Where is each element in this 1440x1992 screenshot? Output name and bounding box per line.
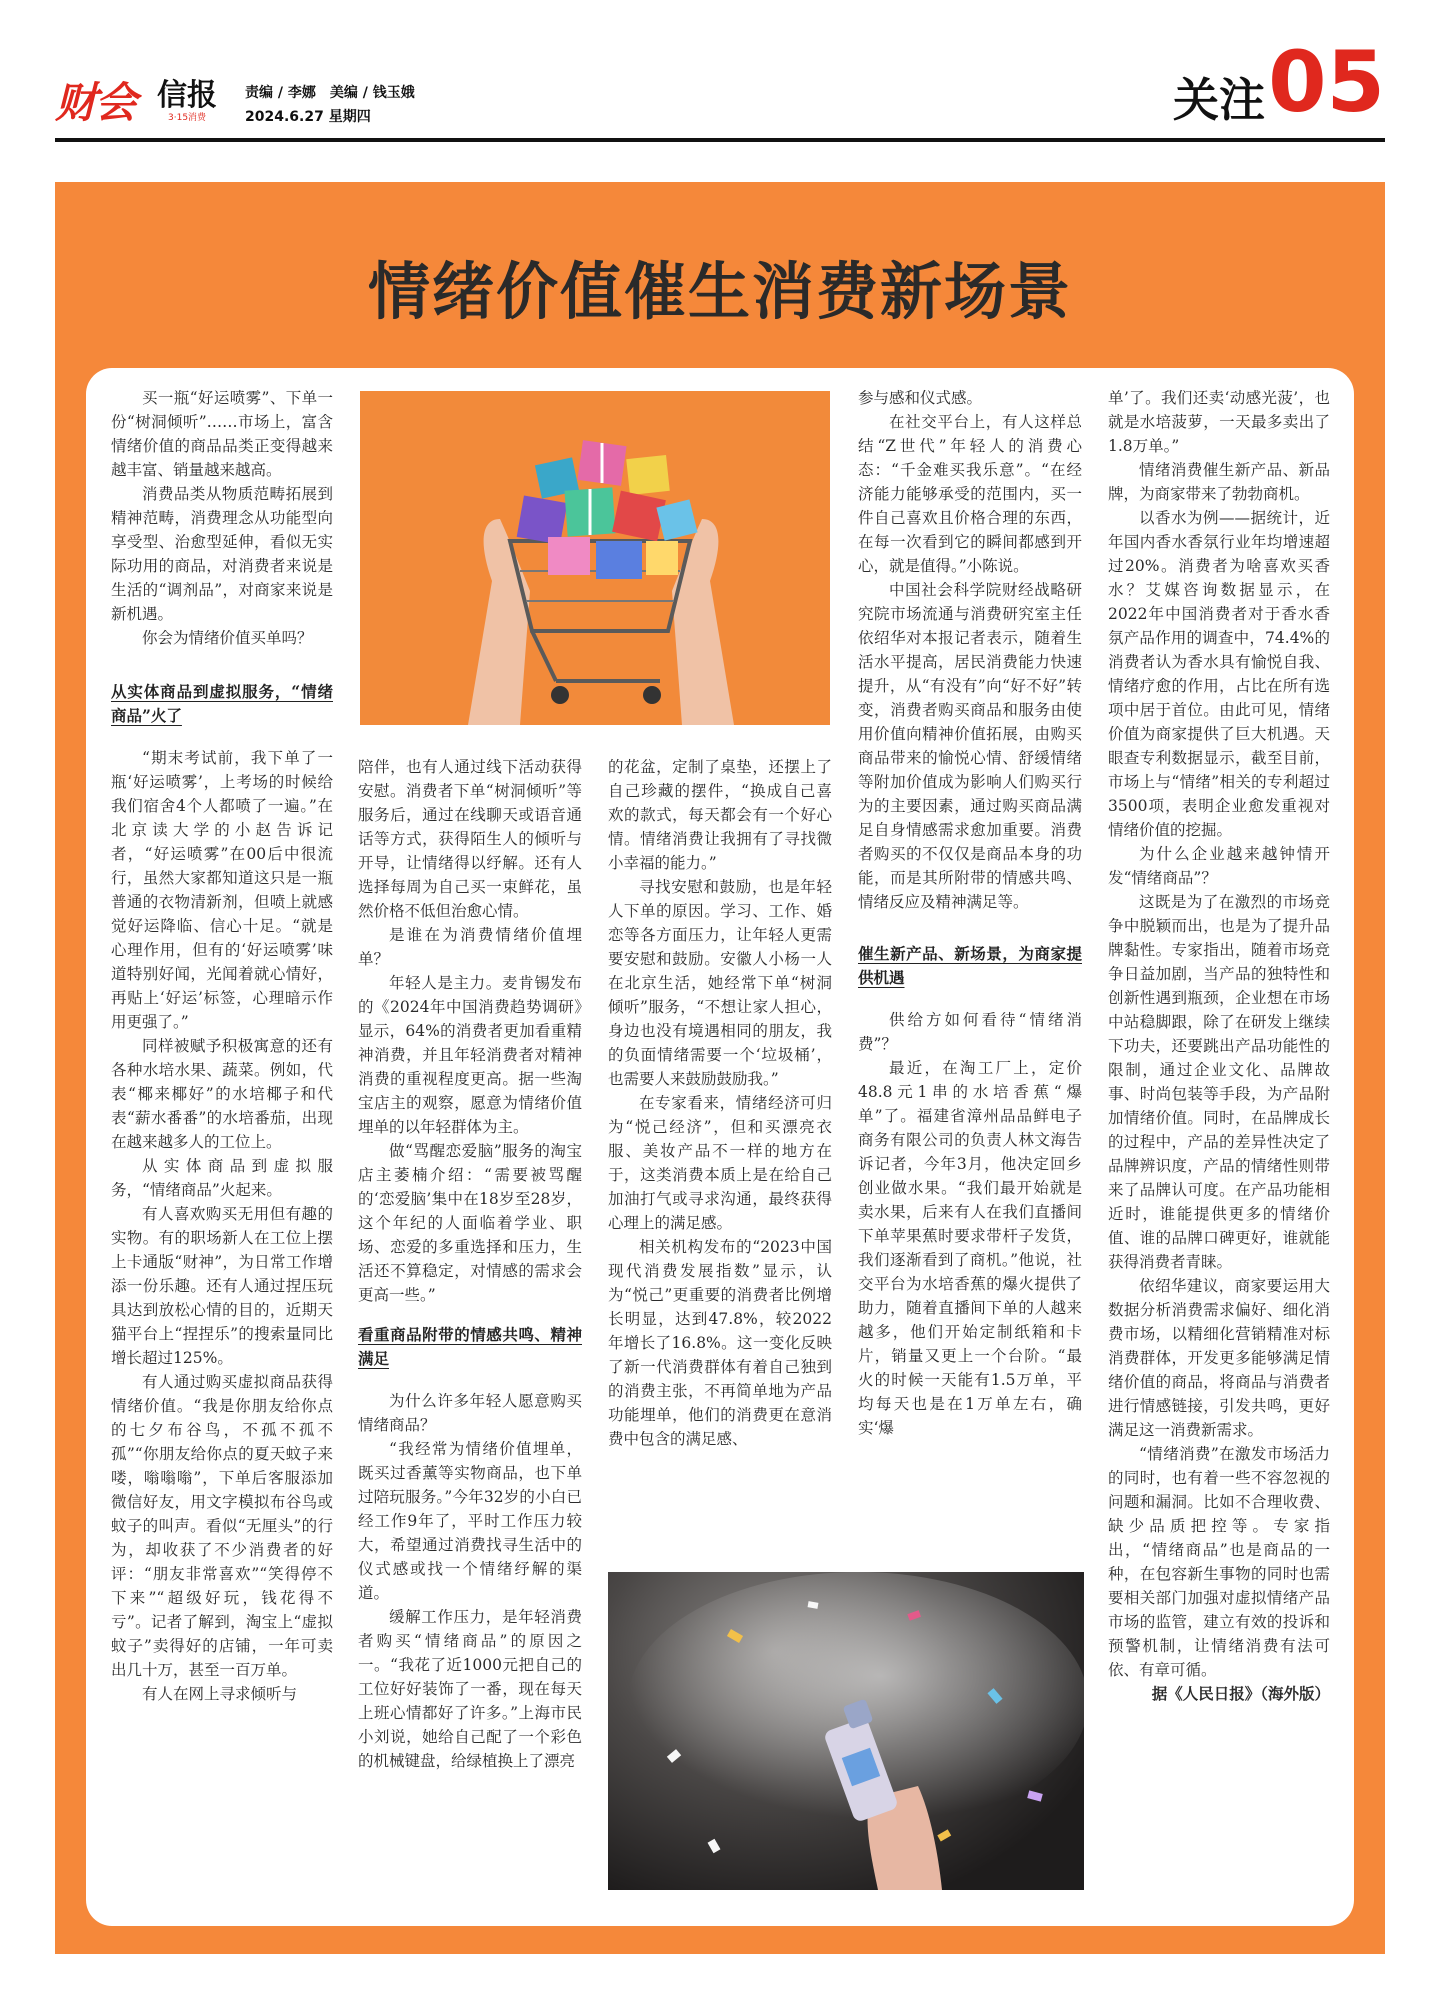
paragraph: 以香水为例——据统计，近年国内香水香氛行业年均增速超过20%。消费者为啥喜欢买香水？艾媒咨询数据显示，在2022年中国消费者对于香水香氛产品作用的调查中，74.4%的消费者认为香水具有愉悦自我、情绪疗愈的作用，占比在所有选项中居于首位。由此可见，情绪价值为商家提供了巨大机遇。天眼查专利数据显示，截至目前，市场上与“情绪”相关的专利超过3500项，表明企业愈发重视对情绪价值的挖掘。	[1108, 509, 1330, 839]
logo-subtitle: 3·15消费	[168, 113, 207, 123]
paragraph: 有人在网上寻求倾听与	[142, 1685, 298, 1703]
subheading: 催生新产品、新场景，为商家提供机遇	[858, 944, 1082, 987]
subheading: 从实体商品到虚拟服务，“情绪商品”火了	[111, 682, 333, 725]
masthead-rule	[55, 138, 1385, 142]
paragraph: 为什么企业越来越钟情开发“情绪商品”？	[1108, 845, 1330, 887]
masthead	[55, 33, 1385, 140]
page-number: 05	[1268, 33, 1385, 131]
paragraph: 为什么许多年轻人愿意购买情绪商品？	[358, 1392, 582, 1434]
paragraph: 消费品类从物质范畴拓展到精神范畴，消费理念从功能型向享受型、治愈型延伸，看似无实际功用的商品，对消费者来说是生活的“调剂品”，对商家来说是新机遇。	[111, 485, 333, 623]
paragraph: 在社交平台上，有人这样总结“Z世代”年轻人的消费心态：“千金难买我乐意”。“在经济能力能够承受的范围内，买一件自己喜欢且价格合理的东西，在每一次看到它的瞬间都感到开心，就是值得。”小陈说。	[858, 413, 1082, 575]
logo-name: 信报	[157, 78, 217, 113]
section-name: 关注	[1173, 73, 1265, 127]
paragraph: 的花盆，定制了桌垫，还摆上了自己珍藏的摆件，“换成自己喜欢的款式，每天都会有一个好心情。情绪消费让我拥有了寻找微小幸福的能力。”	[608, 758, 832, 872]
paragraph: 从实体商品到虚拟服务，“情绪商品”火起来。	[111, 1157, 333, 1199]
paragraph: 同样被赋予积极寓意的还有各种水培水果、蔬菜。例如，代表“椰来椰好”的水培椰子和代表“薪水番番”的水培番茄，出现在越来越多人的工位上。	[111, 1037, 333, 1151]
paragraph: 是谁在为消费情绪价值埋单？	[358, 926, 582, 968]
paragraph: 单’了。我们还卖‘动感光菠’，也就是水培菠萝，一天最多卖出了1.8万单。”	[1108, 389, 1330, 455]
paragraph: 相关机构发布的“2023中国现代消费发展指数”显示，认为“悦己”更重要的消费者比例增长明显，达到47.8%，较2022年增长了16.8%。这一变化反映了新一代消费群体有着自己独到的消费主张，不再简单地为产品功能埋单，他们的消费更在意消费中包含的满足感、	[608, 1238, 832, 1448]
paragraph: “期末考试前，我下单了一瓶‘好运喷雾’，上考场的时候给我们宿舍4个人都喷了一遍。”在北京读大学的小赵告诉记者，“好运喷雾”在00后中很流行，虽然大家都知道这只是一瓶普通的衣物清新剂，但喷上就感觉好运降临、信心十足。“就是心理作用，但有的‘好运喷雾’味道特别好闻，光闻着就心情好，再贴上‘好运’标签，心理暗示作用更强了。”	[111, 749, 333, 1031]
paragraph: “我经常为情绪价值埋单，既买过香薰等实物商品，也下单过陪玩服务。”今年32岁的小白已经工作9年了，平时工作压力较大，希望通过消费找寻生活中的仪式感或找一个情绪纾解的渠道。	[358, 1440, 582, 1602]
article-column-5	[1108, 386, 1330, 1706]
paragraph: 做“骂醒恋爱脑”服务的淘宝店主萎楠介绍：“需要被骂醒的‘恋爱脑’集中在18岁至28岁，这个年纪的人面临着学业、职场、恋爱的多重选择和压力，生活还不算稳定，对情感的需求会更高一些。”	[358, 1142, 582, 1304]
paragraph: 买一瓶“好运喷雾”、下单一份“树洞倾听”……市场上，富含情绪价值的商品品类正变得越来越丰富、销量越来越高。	[111, 389, 333, 479]
editor-credits: 责编 / 李娜 美编 / 钱玉娥	[245, 85, 415, 101]
paragraph: 年轻人是主力。麦肯锡发布的《2024年中国消费趋势调研》显示，64%的消费者更加看重精神消费，并且年轻消费者对精神消费的重视程度更高。据一些淘宝店主的观察，愿意为情绪价值埋单的以年轻群体为主。	[358, 974, 582, 1136]
gift-cart-photo	[360, 391, 830, 725]
paragraph: 这既是为了在激烈的市场竞争中脱颖而出，也是为了提升品牌黏性。专家指出，随着市场竞争日益加剧，当产品的独特性和创新性遇到瓶颈，企业想在市场中站稳脚跟，除了在研发上继续下功夫，还要跳出产品功能性的限制，通过企业文化、品牌故事、时尚包装等手段，为产品附加情绪价值。同时，在品牌成长的过程中，产品的差异性决定了品牌辨识度，产品的情绪性则带来了品牌认可度。在产品功能相近时，谁能提供更多的情绪价值、谁的品牌口碑更好，谁就能获得消费者青睐。	[1108, 893, 1330, 1271]
article-column-4	[858, 386, 1082, 1440]
paragraph: “情绪消费”在激发市场活力的同时，也有着一些不容忽视的问题和漏洞。比如不合理收费、缺少品质把控等。专家指出，“情绪商品”也是商品的一种，在包容新生事物的同时也需要相关部门加强对虚拟情绪产品市场的监管，建立有效的投诉和预警机制，让情绪消费有法可依、有章可循。	[1108, 1445, 1330, 1679]
issue-date: 2024.6.27 星期四	[245, 109, 371, 125]
paragraph: 你会为情绪价值买单吗？	[142, 629, 313, 647]
paragraph: 在专家看来，情绪经济可归为“悦己经济”，但和买漂亮衣服、美妆产品不一样的地方在于，这类消费本质上是在给自己加油打气或寻求沟通，最终获得心理上的满足感。	[608, 1094, 832, 1232]
article-column-2	[358, 755, 582, 1773]
paragraph: 缓解工作压力，是年轻消费者购买“情绪商品”的原因之一。“我花了近1000元把自己的工位好好装饰了一番，现在每天上班心情都好了许多。”上海市民小刘说，她给自己配了一个彩色的机械键盘，给绿植换上了漂亮	[358, 1608, 582, 1770]
article-column-3	[608, 755, 832, 1451]
article-column-1	[111, 386, 333, 1706]
paragraph: 中国社会科学院财经战略研究院市场流通与消费研究室主任依绍华对本报记者表示，随着生活水平提高，居民消费能力快速提升，从“有没有”向“好不好”转变，消费者购买商品和服务由使用价值向精神价值拓展，由购买商品带来的愉悦心情、舒缓情绪等附加价值成为影响人们购买行为的主要因素，通过购买商品满足自身情感需求愈加重要。消费者购买的不仅仅是商品本身的功能，而是其所附带的情感共鸣、情绪反应及精神满足等。	[858, 581, 1082, 911]
source-credit: 据《人民日报》（海外版）	[1151, 1684, 1330, 1703]
paragraph: 情绪消费催生新产品、新品牌，为商家带来了勃勃商机。	[1108, 461, 1330, 503]
article-headline: 情绪价值催生消费新场景	[367, 255, 1072, 328]
paragraph: 最近，在淘工厂上，定价48.8元1串的水培香蕉“爆单”了。福建省漳州品品鲜电子商务有限公司的负责人林文海告诉记者，今年3月，他决定回乡创业做水果。“我们最开始就是卖水果，后来有人在我们直播间下单苹果蕉时要求带杆子发货，我们逐渐看到了商机。”他说，社交平台为水培香蕉的爆火提供了助力，随着直播间下单的人越来越多，他们开始定制纸箱和卡片，销量又更上一个台阶。“最火的时候一天能有1.5万单，平均每天也是在1万单左右，确实‘爆	[858, 1059, 1082, 1437]
paragraph: 依绍华建议，商家要运用大数据分析消费需求偏好、细化消费市场，以精细化营销精准对标消费群体，开发更多能够满足情绪价值的商品，将商品与消费者进行情感链接，引发共鸣，更好满足这一消费新需求。	[1108, 1277, 1330, 1439]
paragraph: 参与感和仪式感。	[858, 389, 983, 407]
paragraph: 有人通过购买虚拟商品获得情绪价值。“我是你朋友给你点的七夕布谷鸟，不孤不孤不孤”“你朋友给你点的夏天蚊子来喽，嗡嗡嗡”，下单后客服添加微信好友，用文字模拟布谷鸟或蚊子的叫声。看似“无厘头”的行为，却收获了不少消费者的好评：“朋友非常喜欢”“笑得停不下来”“超级好玩，钱花得不亏”。记者了解到，淘宝上“虚拟蚊子”卖得好的店铺，一年可卖出几十万，甚至一百万单。	[111, 1373, 333, 1679]
logo-mark: 财会	[55, 78, 136, 127]
subheading: 看重商品附带的情感共鸣、精神满足	[358, 1325, 582, 1368]
paragraph: 陪伴，也有人通过线下活动获得安慰。消费者下单“树洞倾听”等服务后，通过在线聊天或语音通话等方式，获得陌生人的倾听与开导，让情绪得以纾解。还有人选择每周为自己买一束鲜花，虽然价格不低但治愈心情。	[358, 758, 582, 920]
paragraph: 供给方如何看待“情绪消费”？	[858, 1011, 1082, 1053]
paragraph: 寻找安慰和鼓励，也是年轻人下单的原因。学习、工作、婚恋等各方面压力，让年轻人更需要安慰和鼓励。安徽人小杨一人在北京生活，她经常下单“树洞倾听”服务，“不想让家人担心，身边也没有境遇相同的朋友，我的负面情绪需要一个‘垃圾桶’，也需要人来鼓励鼓励我。”	[608, 878, 832, 1088]
paragraph: 有人喜欢购买无用但有趣的实物。有的职场新人在工位上摆上卡通版“财神”，为日常工作增添一份乐趣。还有人通过捏压玩具达到放松心情的目的，近期天猫平台上“捏捏乐”的搜索量同比增长超过125%。	[111, 1205, 333, 1367]
perfume-spray-photo	[608, 1572, 1084, 1890]
